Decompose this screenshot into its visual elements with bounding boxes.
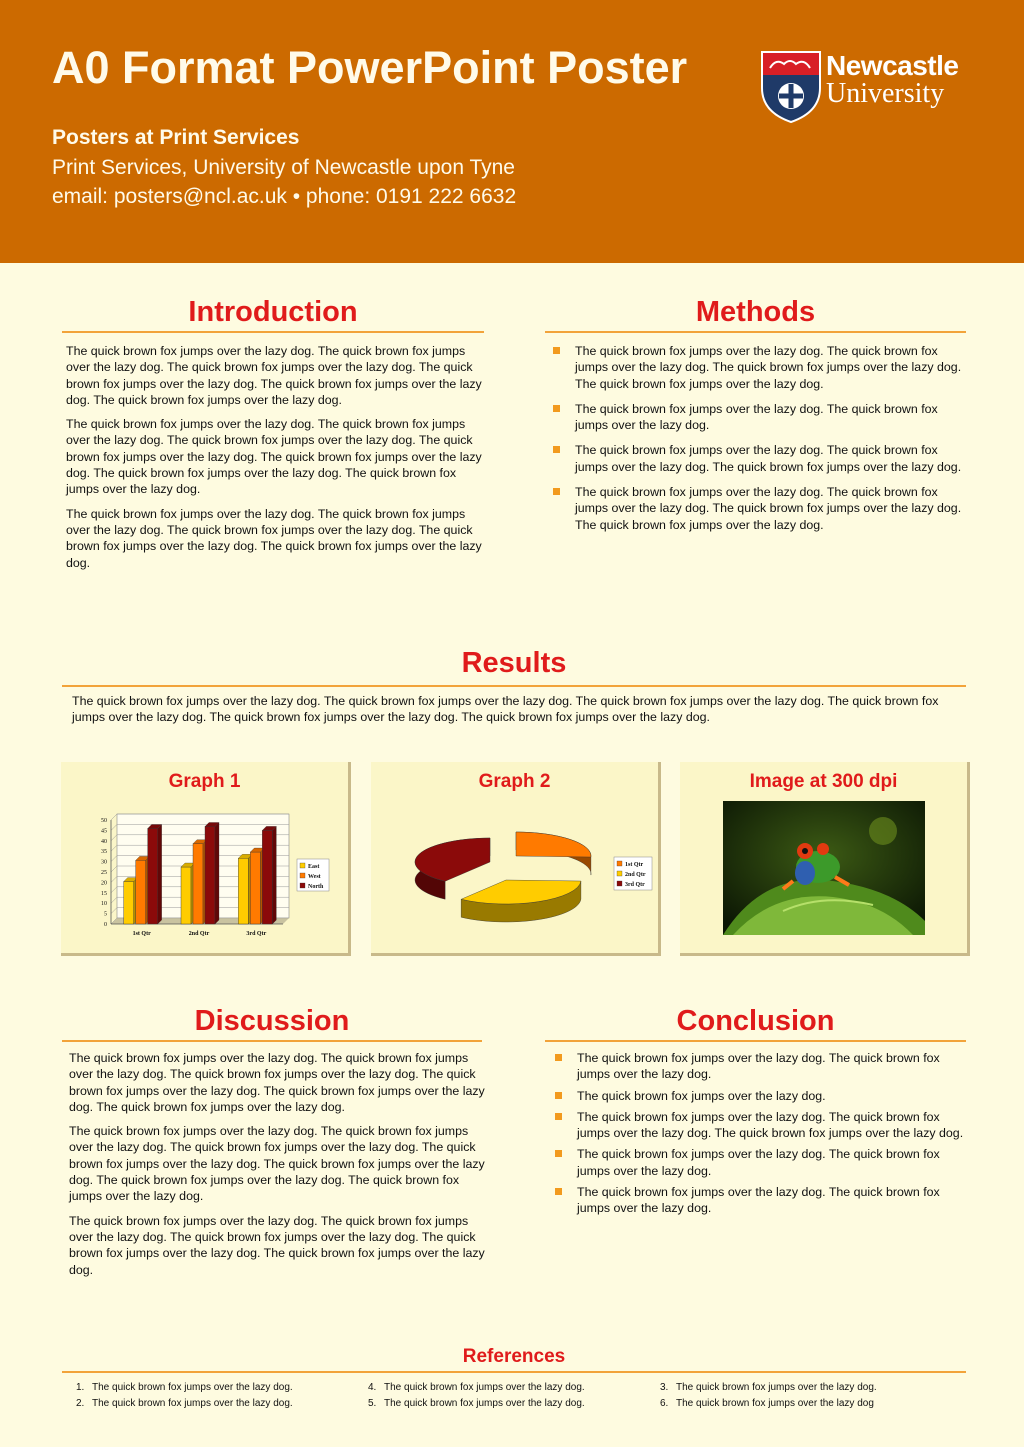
poster-header bbox=[0, 0, 1024, 263]
pie-slice-2 bbox=[461, 880, 581, 922]
affiliation-line: Print Services, University of Newcastle upon Tyne bbox=[52, 156, 515, 179]
gridline-side bbox=[111, 845, 117, 851]
bullet-square-icon bbox=[555, 1150, 562, 1157]
gridline-side bbox=[111, 876, 117, 882]
y-tick-label: 15 bbox=[101, 890, 107, 897]
list-item: The quick brown fox jumps over the lazy dog. The quick brown fox jumps over the lazy dog. bbox=[545, 401, 965, 434]
bar-side bbox=[158, 825, 162, 924]
contact-line: email: posters@ncl.ac.uk • phone: 0191 222 6632 bbox=[52, 185, 517, 208]
bar-side bbox=[215, 822, 219, 924]
list-item: The quick brown fox jumps over the lazy dog. The quick brown fox jumps over the lazy dog. The quick brown fox jumps over the lazy dog. bbox=[547, 1109, 967, 1142]
legend-swatch bbox=[300, 873, 305, 878]
bar-north-2 bbox=[205, 822, 219, 924]
bullet-square-icon bbox=[553, 488, 560, 495]
list-item: The quick brown fox jumps over the lazy dog. The quick brown fox jumps over the lazy dog. bbox=[547, 1050, 967, 1083]
introduction-heading: Introduction bbox=[188, 296, 358, 328]
legend-swatch bbox=[617, 881, 622, 886]
poster-subtitle: Posters at Print Services bbox=[52, 126, 300, 149]
image-title: Image at 300 dpi bbox=[749, 771, 898, 792]
graph1-panel bbox=[61, 762, 351, 956]
image-panel bbox=[680, 762, 970, 956]
discussion-paragraph: The quick brown fox jumps over the lazy dog. The quick brown fox jumps over the lazy dog. The quick brown fox jumps over the lazy dog. The quick brown fox jumps over the lazy dog. The quick brown fox jumps over the lazy dog. The quick brown fox jumps over the lazy dog. The quick brown fox jumps over the lazy dog. bbox=[69, 1124, 485, 1204]
legend-label: 3rd Qtr bbox=[625, 882, 645, 888]
list-item: The quick brown fox jumps over the lazy dog. The quick brown fox jumps over the lazy dog. The quick brown fox jumps over the lazy dog. The quick brown fox jumps over the lazy dog. bbox=[545, 484, 965, 533]
bar-front bbox=[181, 867, 191, 924]
graph2-title: Graph 2 bbox=[478, 771, 551, 792]
bar-front bbox=[250, 852, 260, 924]
references-rule bbox=[62, 1371, 966, 1373]
legend-label: East bbox=[308, 864, 320, 870]
bar-front bbox=[193, 844, 203, 924]
discussion-heading: Discussion bbox=[194, 1005, 350, 1037]
legend-swatch bbox=[617, 871, 622, 876]
list-item: The quick brown fox jumps over the lazy dog. bbox=[547, 1088, 967, 1104]
introduction-paragraph: The quick brown fox jumps over the lazy dog. The quick brown fox jumps over the lazy dog. The quick brown fox jumps over the lazy dog. The quick brown fox jumps over the lazy dog. The quick brown fox jumps over the lazy dog. bbox=[66, 506, 482, 570]
gridline-side bbox=[111, 824, 117, 830]
bullet-square-icon bbox=[555, 1113, 562, 1120]
gridline-side bbox=[111, 866, 117, 872]
bar-front bbox=[124, 882, 134, 924]
bullet-square-icon bbox=[553, 347, 560, 354]
frog-photo bbox=[723, 801, 925, 935]
discussion-rule bbox=[62, 1040, 482, 1042]
legend-label: 2nd Qtr bbox=[625, 872, 646, 878]
gridline-side bbox=[111, 897, 117, 903]
gridline-side bbox=[111, 856, 117, 862]
list-item: The quick brown fox jumps over the lazy dog. The quick brown fox jumps over the lazy dog. bbox=[547, 1184, 967, 1217]
y-tick-label: 45 bbox=[101, 828, 107, 835]
results-body: The quick brown fox jumps over the lazy dog. The quick brown fox jumps over the lazy dog. The quick brown fox jumps over the lazy dog. The quick brown fox jumps over the lazy dog. The quick brown fox jumps over the lazy dog. The quick brown fox jumps over the lazy dog. bbox=[72, 694, 939, 725]
introduction-paragraph: The quick brown fox jumps over the lazy dog. The quick brown fox jumps over the lazy dog. The quick brown fox jumps over the lazy dog. The quick brown fox jumps over the lazy dog. The quick brown fox jumps over the lazy dog. The quick brown fox jumps over the lazy dog. bbox=[66, 344, 482, 407]
reference-item: 2. The quick brown fox jumps over the lazy dog. bbox=[76, 1398, 293, 1409]
list-item: The quick brown fox jumps over the lazy dog. The quick brown fox jumps over the lazy dog. bbox=[547, 1146, 967, 1179]
bar-chart bbox=[61, 762, 351, 956]
bullet-square-icon bbox=[553, 405, 560, 412]
reference-item: 4. The quick brown fox jumps over the lazy dog. bbox=[368, 1382, 585, 1393]
discussion-paragraph: The quick brown fox jumps over the lazy dog. The quick brown fox jumps over the lazy dog. The quick brown fox jumps over the lazy dog. The quick brown fox jumps over the lazy dog. The quick brown fox jumps over the lazy dog. The quick brown fox jumps over the lazy dog. bbox=[69, 1051, 485, 1114]
discussion-paragraph: The quick brown fox jumps over the lazy dog. The quick brown fox jumps over the lazy dog. The quick brown fox jumps over the lazy dog. The quick brown fox jumps over the lazy dog. The quick brown fox jumps over the lazy dog. bbox=[69, 1213, 485, 1277]
list-item: The quick brown fox jumps over the lazy dog. The quick brown fox jumps over the lazy dog. The quick brown fox jumps over the lazy dog. The quick brown fox jumps over the lazy dog. bbox=[545, 343, 965, 392]
y-tick-label: 30 bbox=[101, 859, 107, 866]
results-heading: Results bbox=[461, 647, 567, 679]
gridline-side bbox=[111, 814, 117, 820]
bar-front bbox=[262, 830, 272, 924]
legend-swatch bbox=[617, 861, 622, 866]
pie-slice-top bbox=[415, 838, 490, 881]
references-heading: References bbox=[462, 1346, 566, 1367]
gridline-side bbox=[111, 835, 117, 841]
gridline-side bbox=[111, 887, 117, 893]
bullet-square-icon bbox=[555, 1188, 562, 1195]
shield-icon bbox=[760, 50, 822, 124]
references-col-1 bbox=[62, 1380, 354, 1412]
introduction-rule bbox=[62, 331, 484, 333]
logo-text-newcastle: Newcastle bbox=[826, 50, 959, 81]
bar-north-1 bbox=[148, 825, 162, 924]
bullet-square-icon bbox=[555, 1092, 562, 1099]
y-tick-label: 25 bbox=[101, 870, 107, 876]
methods-rule bbox=[545, 331, 966, 333]
x-tick-label: 2nd Qtr bbox=[188, 931, 210, 937]
pie-slice-3 bbox=[415, 838, 490, 899]
conclusion-heading: Conclusion bbox=[676, 1005, 835, 1037]
reference-item: 3. The quick brown fox jumps over the lazy dog. bbox=[660, 1382, 877, 1393]
list-item: The quick brown fox jumps over the lazy dog. The quick brown fox jumps over the lazy dog. The quick brown fox jumps over the lazy dog. bbox=[545, 442, 965, 475]
methods-list bbox=[545, 343, 965, 542]
conclusion-list bbox=[547, 1050, 967, 1222]
bar-front bbox=[148, 829, 158, 924]
bar-side bbox=[272, 826, 276, 924]
results-rule bbox=[62, 685, 966, 687]
legend-swatch bbox=[300, 883, 305, 888]
bar-front bbox=[205, 826, 215, 924]
x-tick-label: 1st Qtr bbox=[132, 931, 151, 937]
conclusion-rule bbox=[545, 1040, 966, 1042]
y-tick-label: 40 bbox=[101, 838, 107, 845]
reference-item: 1. The quick brown fox jumps over the lazy dog. bbox=[76, 1382, 293, 1393]
y-tick-label: 20 bbox=[101, 880, 107, 887]
methods-heading: Methods bbox=[695, 296, 816, 328]
introduction-body bbox=[66, 343, 484, 579]
x-tick-label: 3rd Qtr bbox=[246, 931, 267, 937]
y-tick-label: 0 bbox=[104, 922, 107, 928]
legend-swatch bbox=[300, 863, 305, 868]
bar-north-3 bbox=[262, 826, 276, 924]
graph2-panel bbox=[371, 762, 661, 956]
logo-text-university: University bbox=[826, 78, 945, 109]
legend bbox=[297, 859, 329, 891]
pie-chart bbox=[371, 762, 661, 956]
bar-front bbox=[238, 858, 248, 924]
bullet-square-icon bbox=[555, 1054, 562, 1061]
references-col-3 bbox=[646, 1380, 966, 1412]
university-logo bbox=[760, 50, 982, 126]
pie-slice-1 bbox=[516, 832, 591, 875]
legend-label: North bbox=[308, 884, 324, 890]
introduction-paragraph: The quick brown fox jumps over the lazy dog. The quick brown fox jumps over the lazy dog. The quick brown fox jumps over the lazy dog. The quick brown fox jumps over the lazy dog. The quick brown fox jumps over the lazy dog. The quick brown fox jumps over the lazy dog. The quick brown fox jumps over the lazy dog. bbox=[66, 417, 482, 497]
legend-label: 1st Qtr bbox=[625, 862, 644, 868]
discussion-body bbox=[69, 1050, 487, 1286]
reference-item: 6. The quick brown fox jumps over the lazy dog bbox=[660, 1398, 874, 1409]
reference-item: 5. The quick brown fox jumps over the lazy dog. bbox=[368, 1398, 585, 1409]
graph1-title: Graph 1 bbox=[168, 771, 241, 792]
poster-title: A0 Format PowerPoint Poster bbox=[52, 42, 688, 93]
bar-front bbox=[136, 860, 146, 924]
y-tick-label: 10 bbox=[101, 901, 107, 908]
bullet-square-icon bbox=[553, 446, 560, 453]
y-tick-label: 50 bbox=[101, 818, 107, 824]
pie-slice-top bbox=[516, 832, 591, 857]
y-tick-label: 5 bbox=[104, 911, 107, 918]
legend-label: West bbox=[308, 874, 321, 880]
gridline-side bbox=[111, 908, 117, 914]
y-tick-label: 35 bbox=[101, 849, 107, 856]
legend bbox=[614, 857, 652, 890]
references-col-2 bbox=[354, 1380, 646, 1412]
